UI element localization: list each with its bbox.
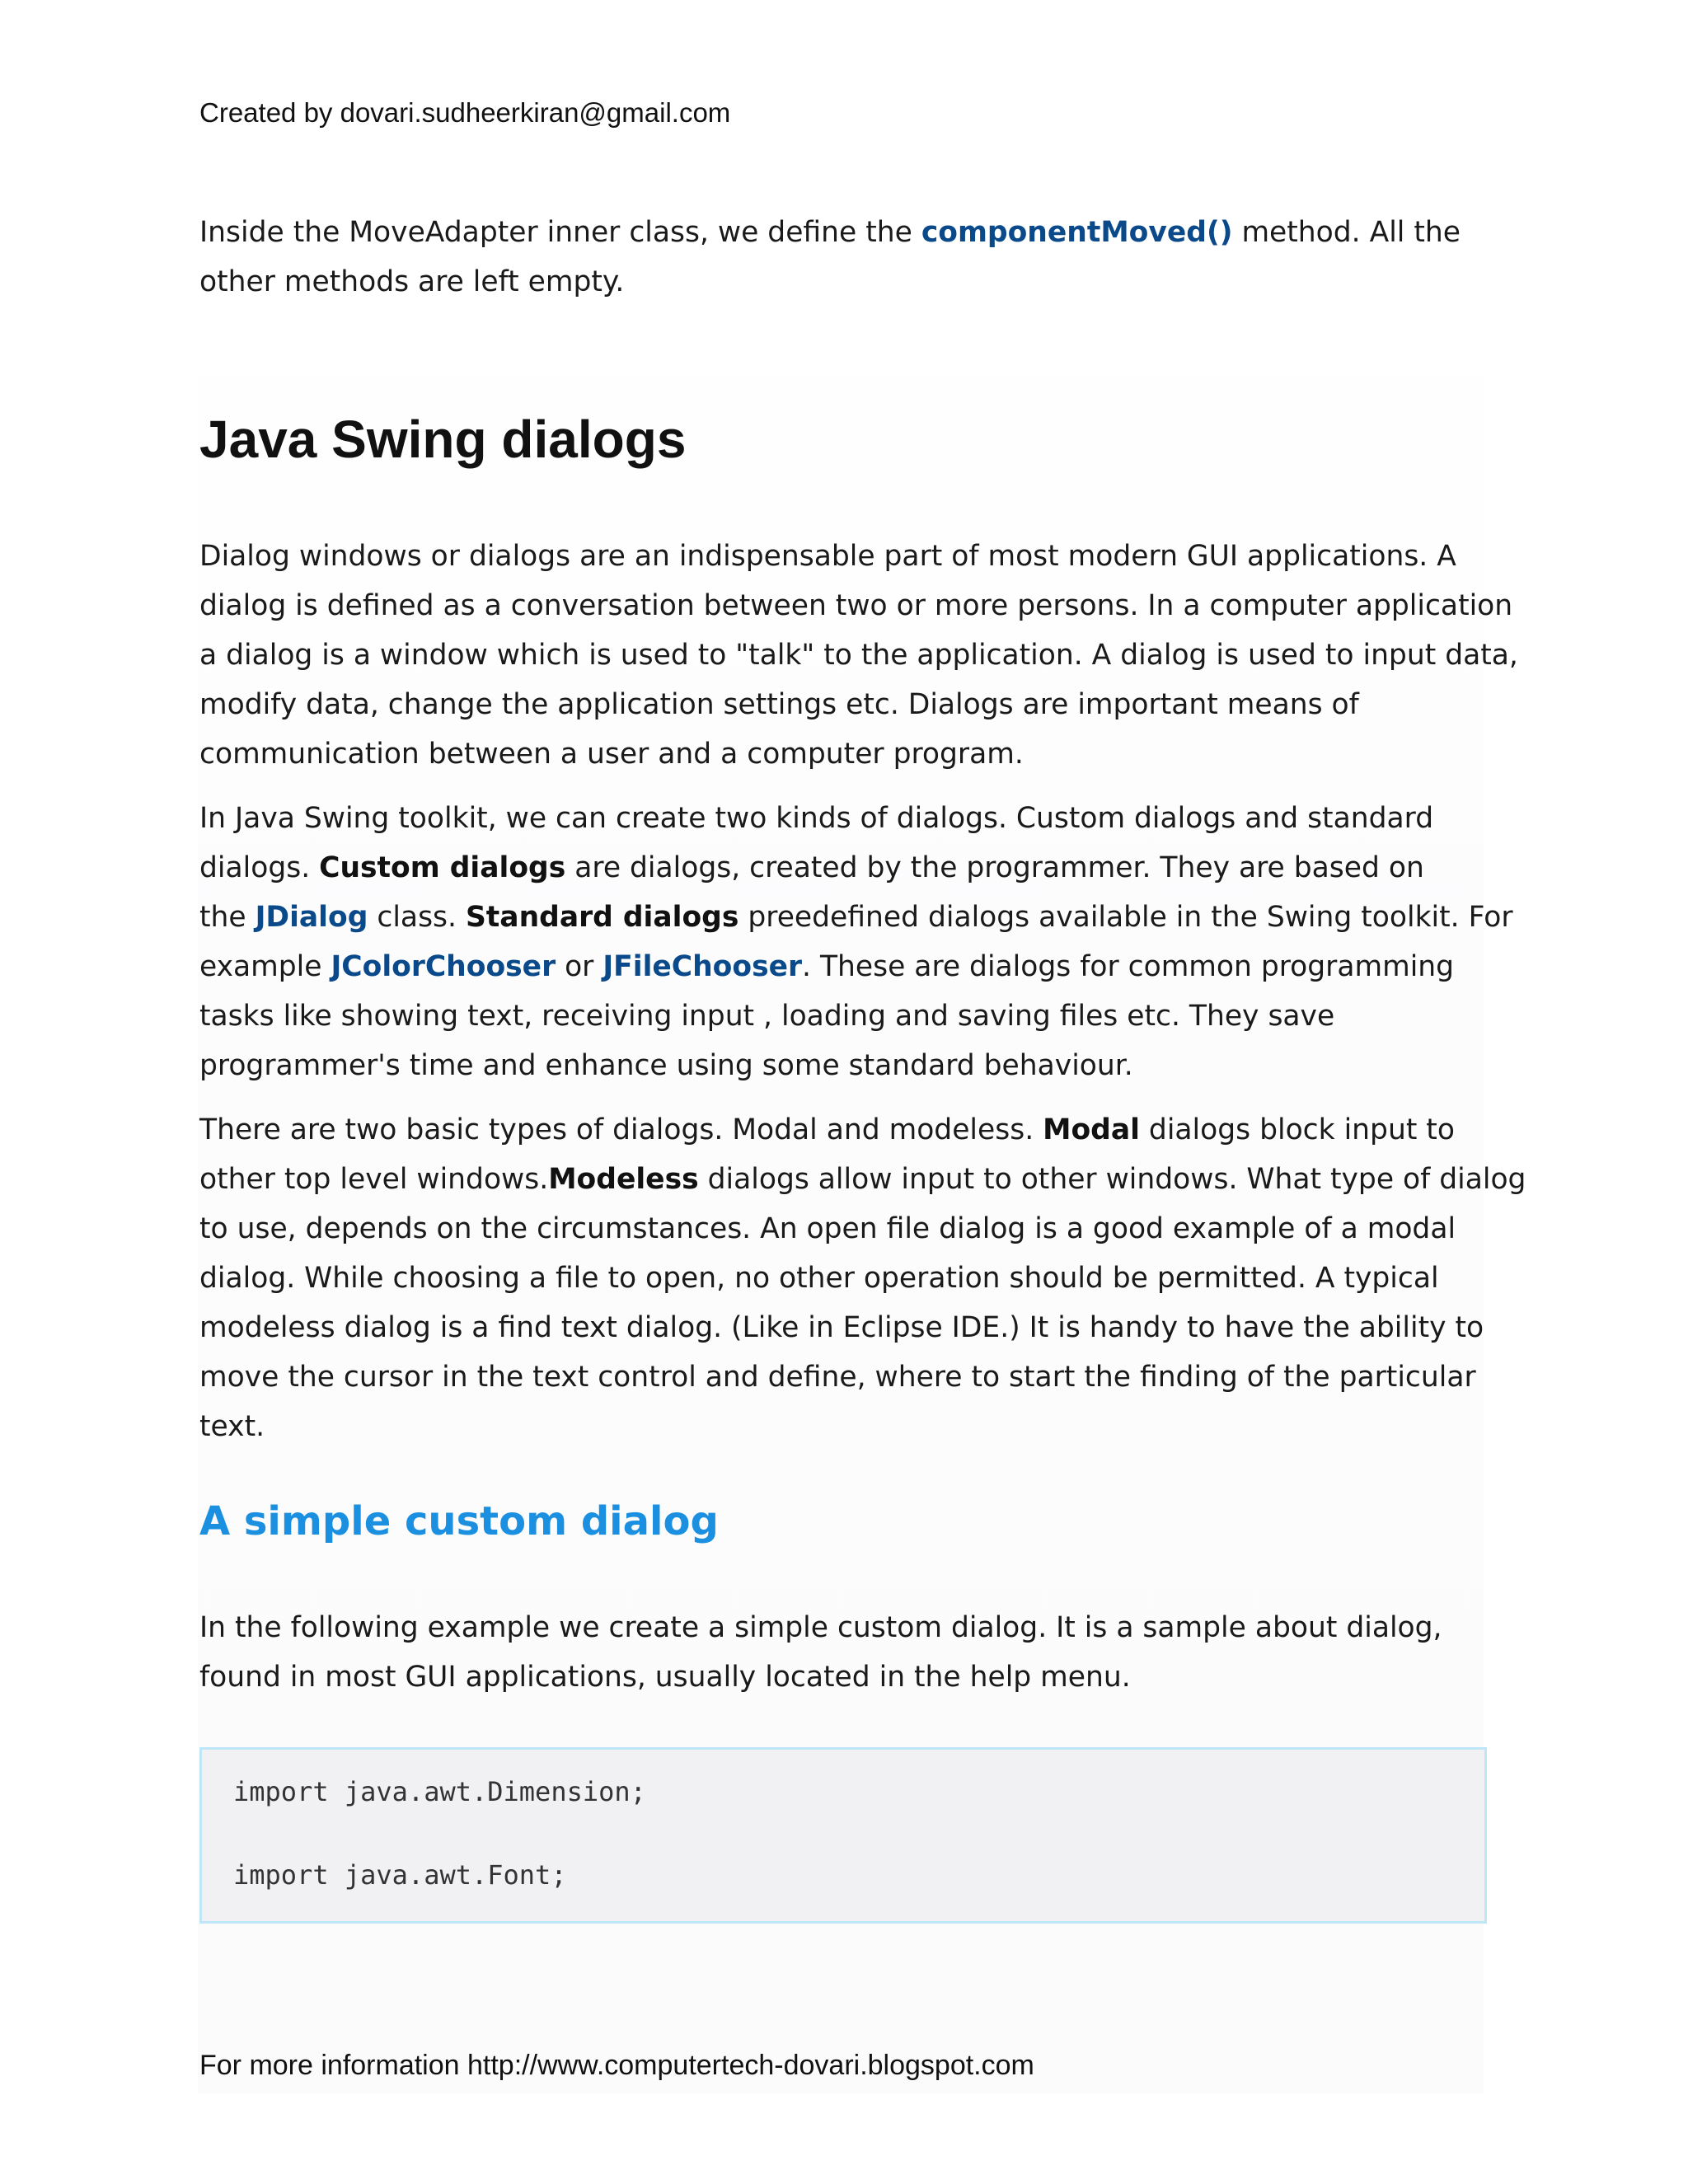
- paragraph-line: move the cursor in the text control and define, where to start the finding of the particular: [199, 1361, 1476, 1394]
- jcolorchooser-link[interactable]: JColorChooser: [331, 950, 556, 983]
- code-line: import java.awt.Dimension;: [233, 1776, 646, 1807]
- intro-paragraph: [199, 208, 1502, 307]
- paragraph-line: dialog. While choosing a file to open, no other operation should be permitted. A typical: [199, 1262, 1439, 1295]
- paragraph-line: communication between a user and a computer program.: [199, 738, 1024, 771]
- text-run: . These are dialogs for common programming: [802, 950, 1455, 983]
- text-run: method. All the: [1232, 216, 1461, 249]
- paragraph-line: In the following example we create a simple custom dialog. It is a sample about dialog,: [199, 1611, 1442, 1644]
- code-line: import java.awt.Font;: [233, 1859, 567, 1891]
- text-run: the: [199, 901, 256, 934]
- code-block: [199, 1747, 1487, 1924]
- text-run: or: [556, 950, 603, 983]
- dialogs-intro-paragraph: [199, 532, 1518, 779]
- text-run: preedefined dialogs available in the Swing toolkit. For: [738, 901, 1513, 934]
- paragraph-line: dialog is defined as a conversation between two or more persons. In a computer application: [199, 589, 1513, 622]
- page-footer: For more information http://www.computertech-dovari.blogspot.com: [199, 2050, 1034, 2081]
- paragraph-line: tasks like showing text, receiving input , loading and saving files etc. They save: [199, 1000, 1335, 1033]
- paragraph-line: modeless dialog is a find text dialog. (Like in Eclipse IDE.) It is handy to have the ability to: [199, 1311, 1484, 1344]
- paragraph-line: text.: [199, 1410, 265, 1443]
- custom-dialogs-term: Custom dialogs: [319, 851, 566, 884]
- intro-line-1: [199, 208, 1502, 257]
- modeless-term: Modeless: [548, 1163, 699, 1196]
- dialog-types-paragraph: [199, 1105, 1526, 1451]
- paragraph-line: [199, 1105, 1502, 1155]
- paragraph-line: to use, depends on the circumstances. An open file dialog is a good example of a modal: [199, 1212, 1456, 1245]
- page-header: Created by dovari.sudheerkiran@gmail.com: [199, 97, 731, 128]
- text-run: Inside the MoveAdapter inner class, we define the: [199, 216, 921, 249]
- jfilechooser-link[interactable]: JFileChooser: [603, 950, 803, 983]
- paragraph-line: In Java Swing toolkit, we can create two kinds of dialogs. Custom dialogs and standard: [199, 802, 1434, 835]
- paragraph-line: [199, 942, 1502, 991]
- paragraph-line: a dialog is a window which is used to "talk" to the application. A dialog is used to input data,: [199, 639, 1518, 672]
- paragraph-line: modify data, change the application settings etc. Dialogs are important means of: [199, 688, 1359, 721]
- example-intro-paragraph: [199, 1603, 1502, 1702]
- subsection-title: A simple custom dialog: [199, 1498, 719, 1544]
- text-run: dialogs.: [199, 851, 320, 884]
- modal-term: Modal: [1043, 1113, 1140, 1146]
- paragraph-line: found in most GUI applications, usually located in the help menu.: [199, 1661, 1131, 1694]
- paragraph-line: [199, 893, 1513, 942]
- jdialog-link[interactable]: JDialog: [255, 901, 368, 934]
- paragraph-line: [199, 1155, 1526, 1204]
- componentmoved-link[interactable]: componentMoved(): [921, 216, 1233, 249]
- paragraph-line: programmer's time and enhance using some standard behaviour.: [199, 1049, 1133, 1082]
- paragraph-line: [199, 843, 1502, 893]
- dialog-kinds-paragraph: [199, 794, 1513, 1090]
- text-run: dialogs block input to: [1139, 1113, 1455, 1146]
- section-title: Java Swing dialogs: [199, 410, 687, 469]
- text-run: other top level windows.: [199, 1163, 549, 1196]
- text-run: dialogs allow input to other windows. What type of dialog: [698, 1163, 1526, 1196]
- intro-line-2: other methods are left empty.: [199, 265, 625, 298]
- text-run: There are two basic types of dialogs. Modal and modeless.: [199, 1113, 1043, 1146]
- paragraph-line: Dialog windows or dialogs are an indispensable part of most modern GUI applications. A: [199, 540, 1456, 573]
- text-run: class.: [368, 901, 466, 934]
- standard-dialogs-term: Standard dialogs: [465, 901, 739, 934]
- text-run: example: [199, 950, 331, 983]
- text-run: are dialogs, created by the programmer. They are based on: [565, 851, 1424, 884]
